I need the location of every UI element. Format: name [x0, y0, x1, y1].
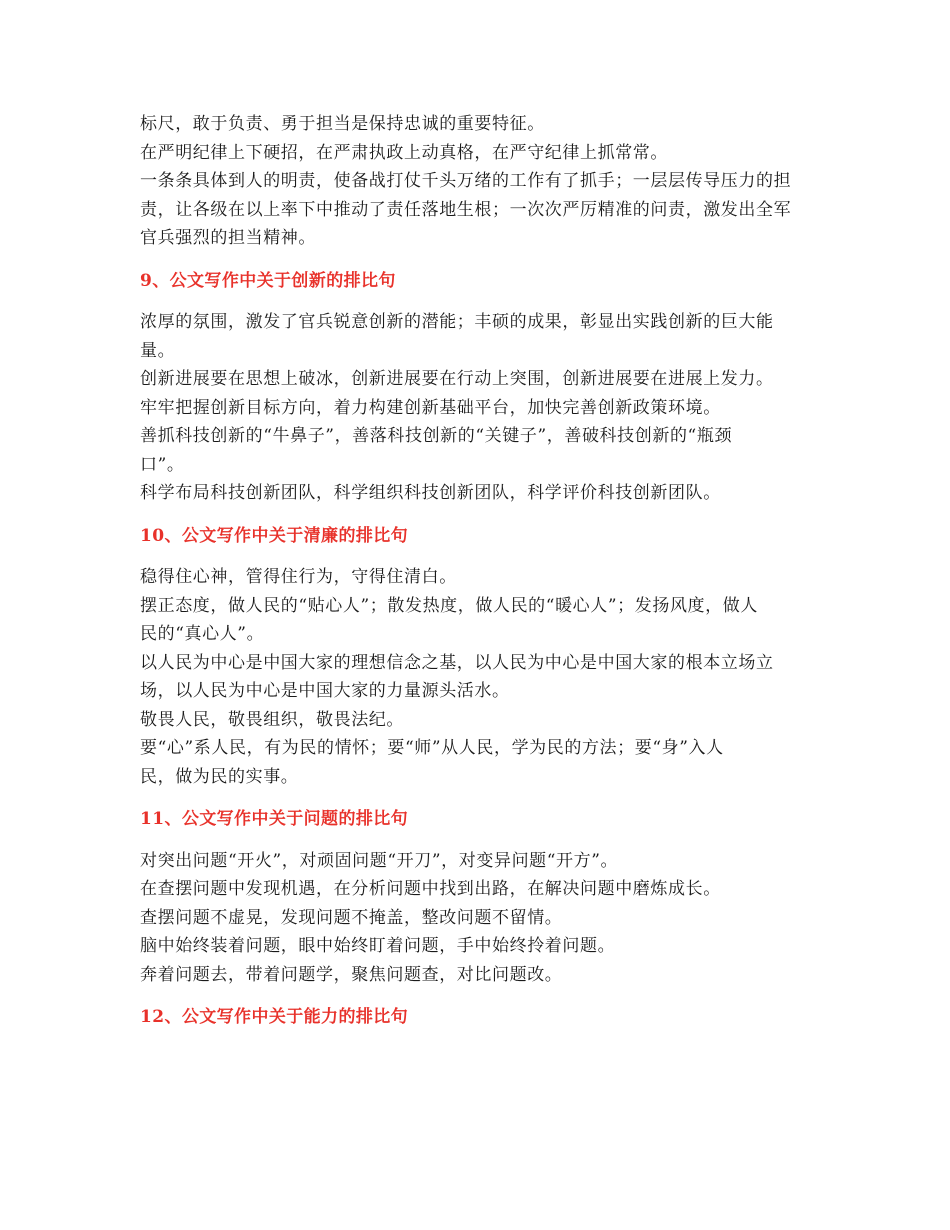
paragraph-line: 在查摆问题中发现机遇，在分析问题中找到出路，在解决问题中磨炼成长。: [140, 879, 721, 899]
paragraph-line: 民，做为民的实事。: [140, 766, 299, 787]
section-heading-problems: 11、公文写作中关于问题的排比句: [140, 809, 409, 829]
section-innovation: [140, 308, 812, 508]
paragraph-line: 民的“真心人”。: [140, 624, 265, 644]
section-heading-integrity: 10、公文写作中关于清廉的排比句: [140, 525, 409, 546]
paragraph-line: 在严明纪律上下硬招，在严肃执政上动真格，在严守纪律上抓常常。: [140, 142, 668, 163]
paragraph-line: 要“心”系人民，有为民的情怀；要“师”从人民，学为民的方法；要“身”入人: [140, 738, 724, 758]
paragraph-line: 官兵强烈的担当精神。: [140, 228, 316, 248]
section-intro: [140, 110, 812, 253]
section-heading-innovation: 9、公文写作中关于创新的排比句: [140, 270, 396, 291]
paragraph-line: 对突出问题“开火”，对顽固问题“开刀”，对变异问题“开方”。: [140, 850, 619, 871]
paragraph-line: 善抓科技创新的“牛鼻子”，善落科技创新的“关键子”，善破科技创新的“瓶颈: [140, 426, 733, 446]
paragraph-line: 创新进展要在思想上破冰，创新进展要在行动上突围，创新进展要在进展上发力。: [140, 369, 774, 389]
section-heading-ability: 12、公文写作中关于能力的排比句: [140, 1007, 409, 1027]
paragraph-line: 稳得住心神，管得住行为，守得住清白。: [140, 567, 457, 587]
paragraph-line: 浓厚的氛围，激发了官兵锐意创新的潜能；丰硕的成果，彰显出实践创新的巨大能: [140, 312, 774, 332]
paragraph-line: 场，以人民为中心是中国大家的力量源头活水。: [140, 681, 510, 701]
section-problems: [140, 847, 812, 990]
paragraph-line: 脑中始终装着问题，眼中始终盯着问题，手中始终拎着问题。: [140, 936, 616, 956]
paragraph-line: 量。: [140, 340, 176, 361]
document-page: [140, 110, 812, 1032]
paragraph-line: 查摆问题不虚晃，发现问题不掩盖，整改问题不留情。: [140, 907, 563, 928]
paragraph-line: 牢牢把握创新目标方向，着力构建创新基础平台，加快完善创新政策环境。: [140, 397, 721, 418]
paragraph-line: 科学布局科技创新团队，科学组织科技创新团队，科学评价科技创新团队。: [140, 483, 721, 503]
paragraph-line: 一条条具体到人的明责，使备战打仗千头万绪的工作有了抓手；一层层传导压力的担: [140, 171, 792, 191]
paragraph-line: 责，让各级在以上率下中推动了责任落地生根；一次次严厉精准的问责，激发出全军: [140, 199, 792, 220]
paragraph-line: 以人民为中心是中国大家的理想信念之基，以人民为中心是中国大家的根本立场立: [140, 652, 774, 673]
paragraph-line: 口”。: [140, 454, 185, 475]
section-integrity: [140, 563, 812, 791]
paragraph-line: 敬畏人民，敬畏组织，敬畏法纪。: [140, 709, 404, 730]
paragraph-line: 摆正态度，做人民的“贴心人”；散发热度，做人民的“暖心人”；发扬风度，做人: [140, 595, 758, 616]
paragraph-line: 标尺，敢于负责、勇于担当是保持忠诚的重要特征。: [140, 114, 545, 134]
paragraph-line: 奔着问题去，带着问题学，聚焦问题查，对比问题改。: [140, 964, 563, 985]
